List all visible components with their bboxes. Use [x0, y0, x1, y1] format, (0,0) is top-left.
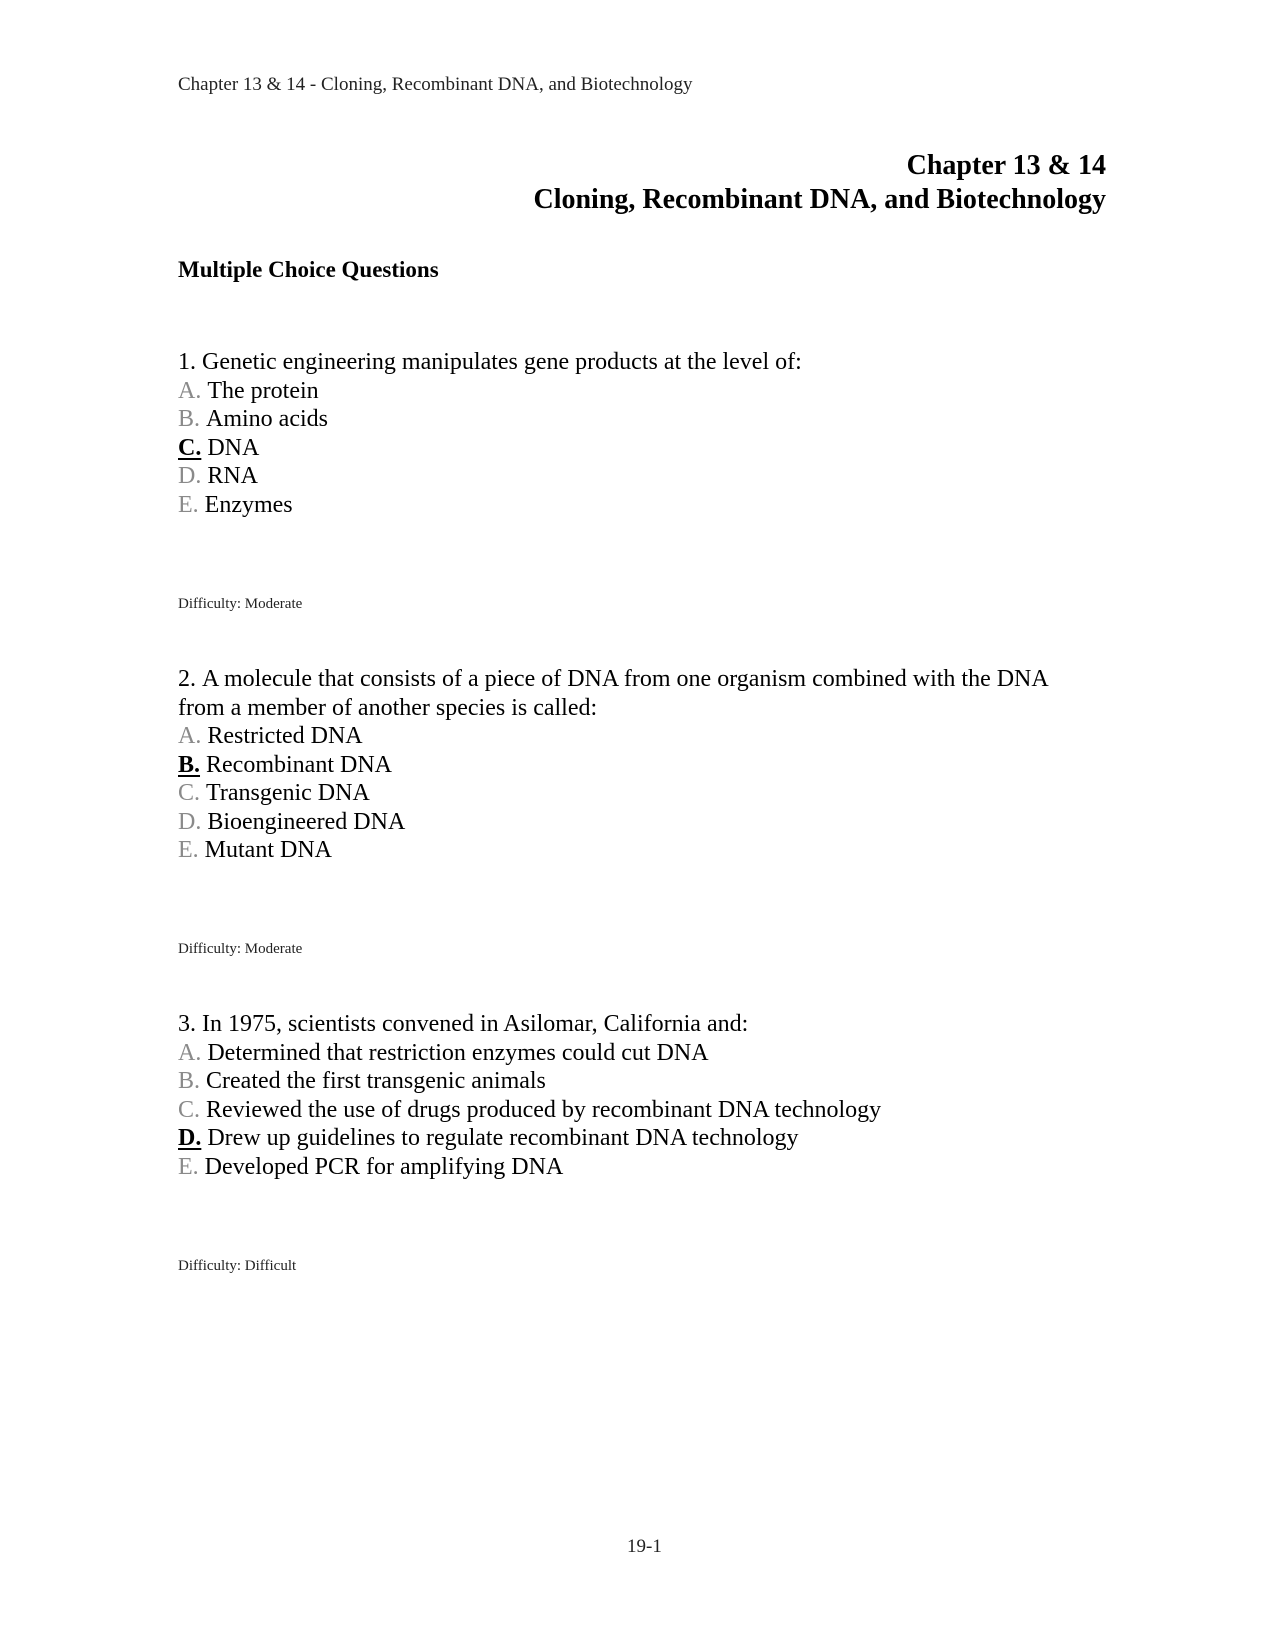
option-letter: B. [178, 406, 201, 432]
section-heading: Multiple Choice Questions [178, 257, 439, 282]
running-header: Chapter 13 & 14 - Cloning, Recombinant DNA, and Biotechnology [178, 74, 693, 95]
option-letter: C. [178, 434, 202, 461]
option-letter: A. [178, 1039, 202, 1066]
chapter-title [533, 149, 1106, 217]
option-text: DNA [207, 434, 260, 461]
option-text: Created the first transgenic animals [206, 1068, 546, 1094]
option-e [178, 491, 802, 520]
option-text: The protein [207, 377, 319, 404]
option-text: Drew up guidelines to regulate recombinant DNA technology [207, 1125, 799, 1151]
question-stem [178, 665, 1049, 694]
option-text: Developed PCR for amplifying DNA [204, 1153, 564, 1180]
option-c [178, 1096, 881, 1125]
option-letter: B. [178, 1068, 201, 1094]
option-letter: E. [178, 1153, 199, 1180]
question-stem-text: In 1975, scientists convened in Asilomar, California and: [202, 1011, 749, 1037]
option-a [178, 377, 802, 406]
option-letter: A. [178, 723, 202, 749]
chapter-title-line2: Cloning, Recombinant DNA, and Biotechnology [533, 184, 1106, 215]
option-letter: C. [178, 1096, 201, 1123]
difficulty-label: Difficulty: Difficult [178, 1258, 297, 1274]
option-c-correct [178, 434, 802, 463]
option-d [178, 462, 802, 491]
chapter-title-line1: Chapter 13 & 14 [906, 150, 1106, 181]
question-number: 1. [178, 349, 196, 375]
option-letter: B. [178, 751, 201, 778]
option-text: Bioengineered DNA [207, 808, 406, 835]
question-number: 2. [178, 666, 196, 692]
option-letter: D. [178, 463, 202, 489]
option-letter: A. [178, 377, 202, 404]
option-text: Mutant DNA [204, 837, 332, 863]
option-a [178, 1039, 881, 1068]
option-letter: E. [178, 837, 199, 863]
option-text: Transgenic DNA [206, 780, 370, 806]
question-stem-continuation: from a member of another species is called: [178, 694, 598, 721]
question-1 [178, 348, 802, 519]
question-stem-text: Genetic engineering manipulates gene products at the level of: [202, 349, 802, 375]
option-a [178, 722, 1049, 751]
option-text: Restricted DNA [207, 723, 363, 749]
option-e [178, 1153, 881, 1182]
option-b-correct [178, 751, 1049, 780]
option-d-correct [178, 1124, 881, 1153]
question-stem [178, 348, 802, 377]
option-letter: D. [178, 808, 202, 835]
option-c [178, 779, 1049, 808]
option-text: Reviewed the use of drugs produced by recombinant DNA technology [206, 1096, 882, 1123]
option-text: RNA [207, 463, 259, 489]
difficulty-label: Difficulty: Moderate [178, 596, 303, 612]
option-letter: C. [178, 780, 201, 806]
question-number: 3. [178, 1011, 196, 1037]
page-number: 19-1 [627, 1536, 662, 1557]
question-stem-text: A molecule that consists of a piece of DNA from one organism combined with the DNA [202, 666, 1049, 692]
option-text: Determined that restriction enzymes could cut DNA [207, 1039, 709, 1066]
option-e [178, 836, 1049, 865]
option-letter: D. [178, 1125, 202, 1151]
option-d [178, 808, 1049, 837]
option-text: Recombinant DNA [206, 751, 392, 778]
option-letter: E. [178, 491, 199, 518]
option-b [178, 1067, 881, 1096]
difficulty-label: Difficulty: Moderate [178, 941, 303, 957]
question-stem [178, 1010, 881, 1039]
option-text: Amino acids [206, 406, 328, 432]
option-b [178, 405, 802, 434]
option-text: Enzymes [204, 491, 293, 518]
question-3 [178, 1010, 881, 1181]
question-2 [178, 665, 1049, 865]
